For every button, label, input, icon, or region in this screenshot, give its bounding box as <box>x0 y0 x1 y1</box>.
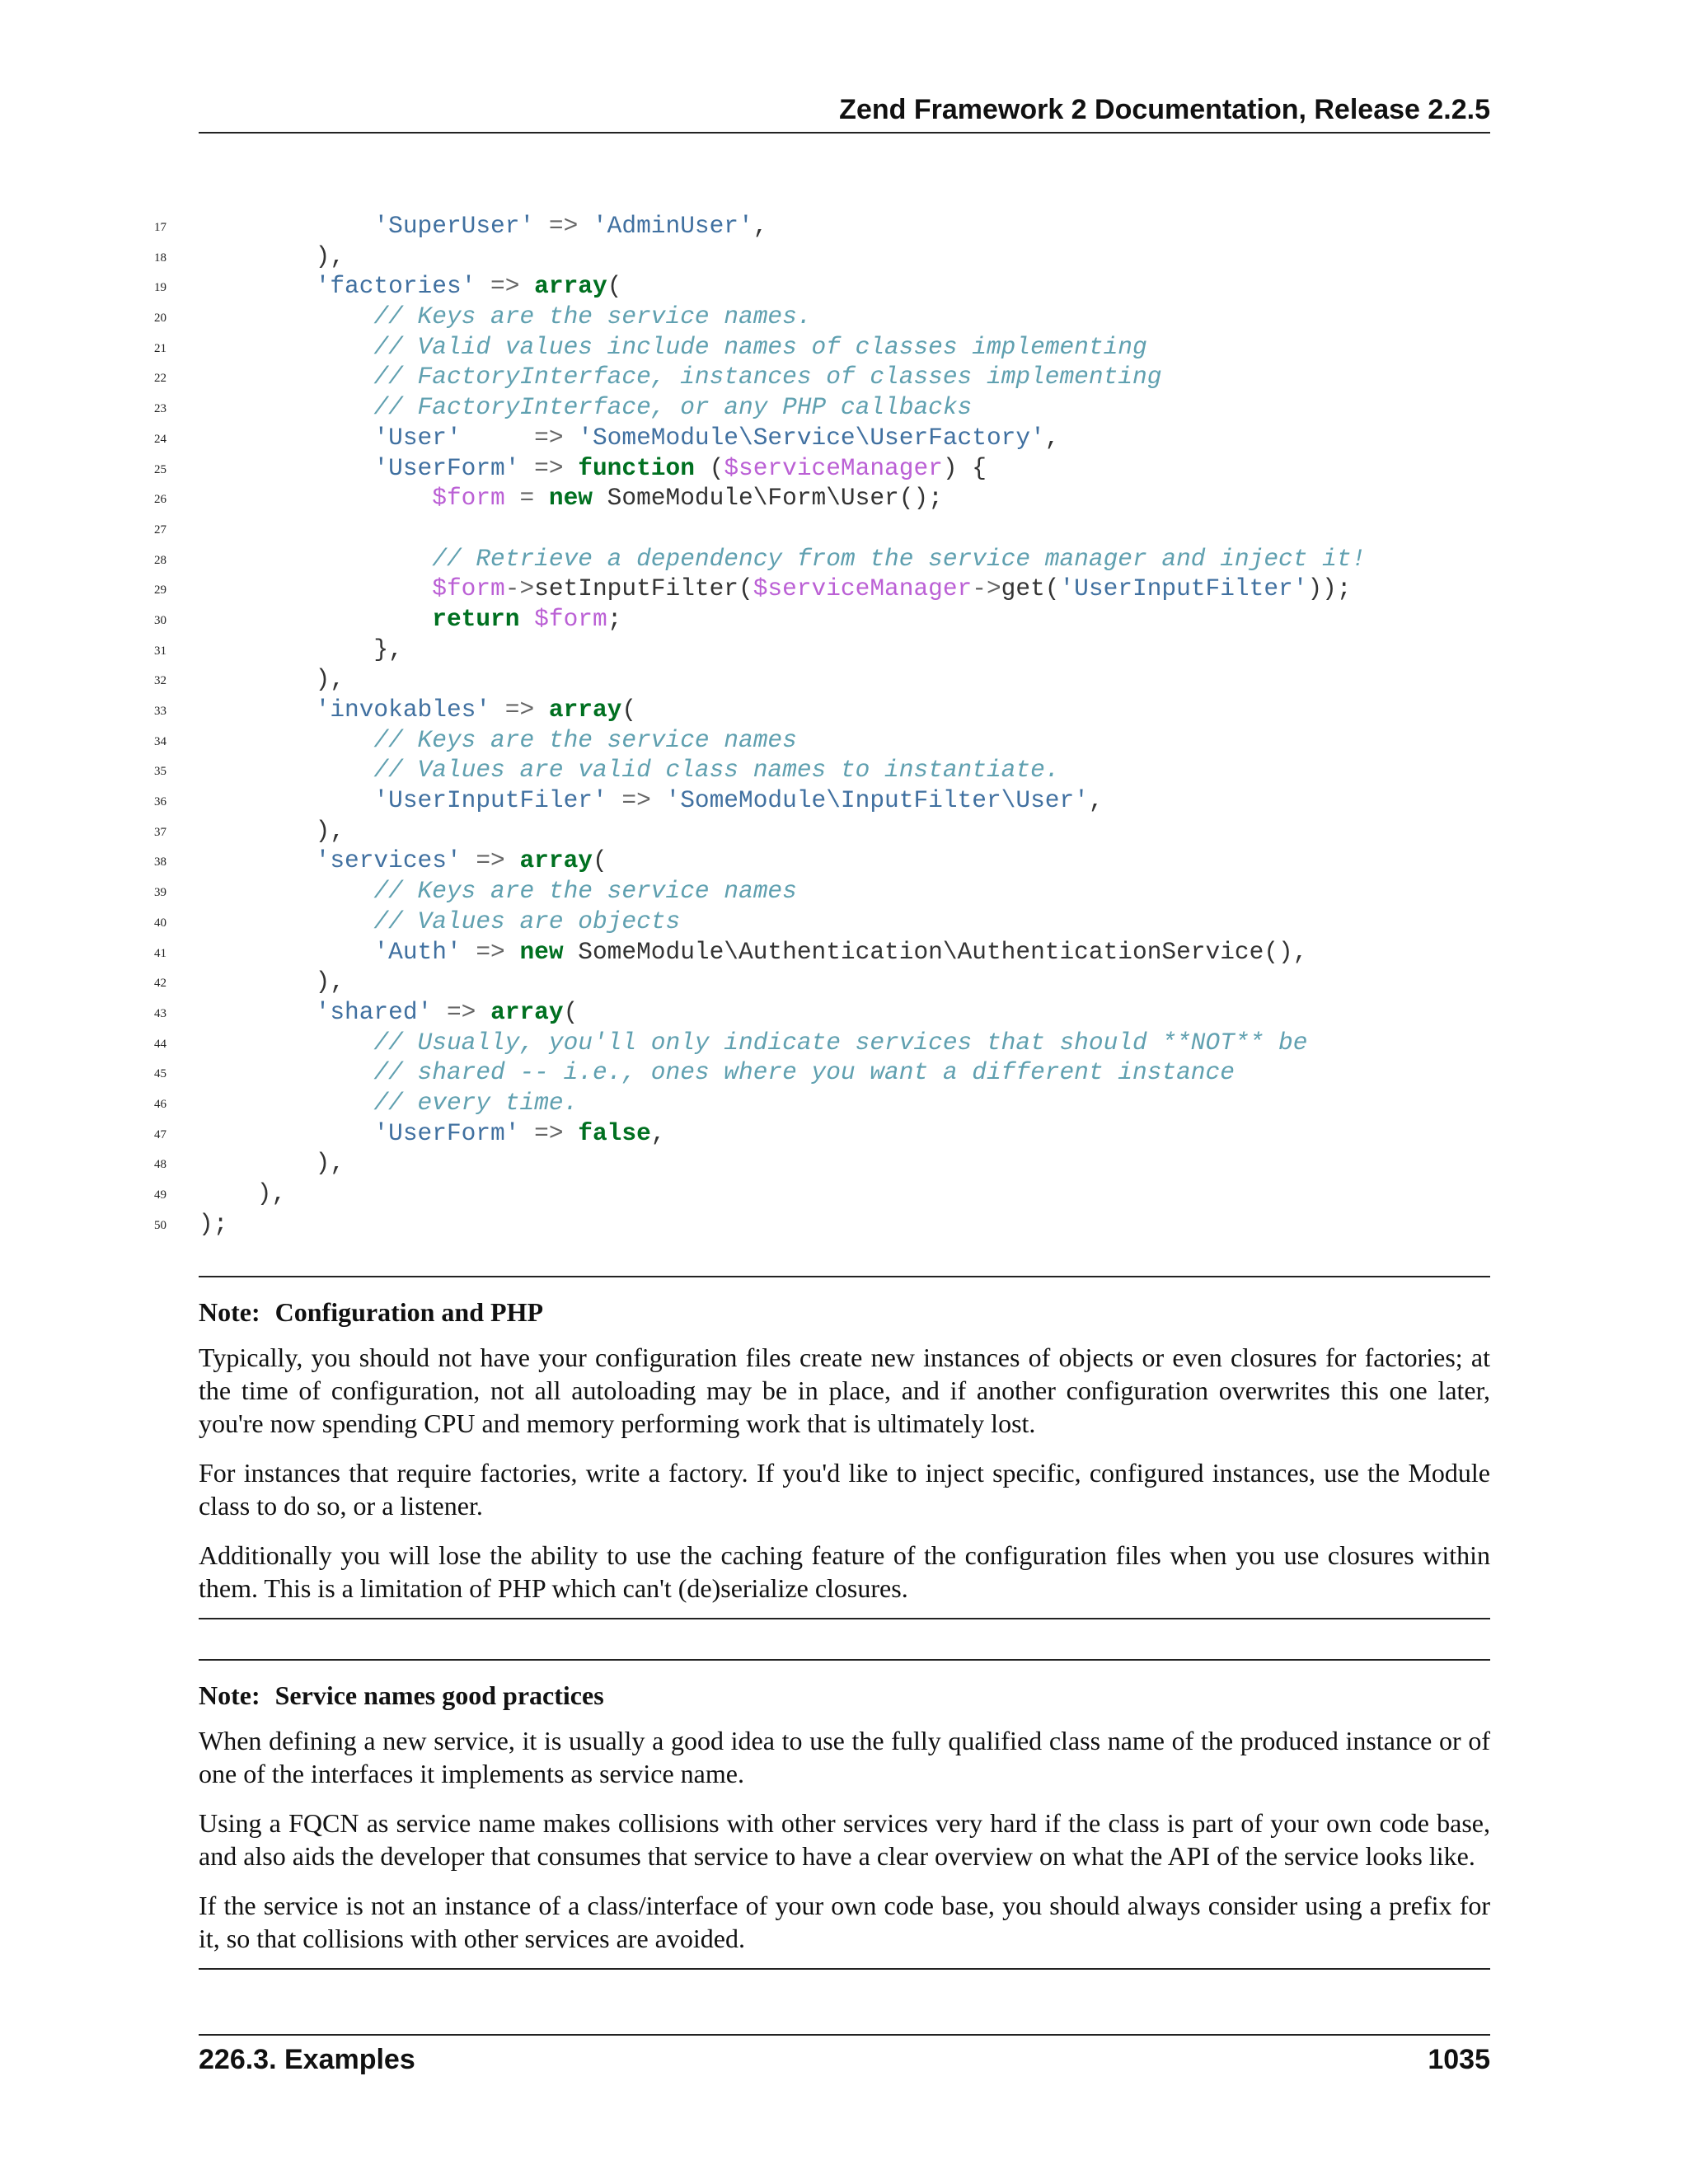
code-text <box>199 483 943 513</box>
code-token <box>199 302 373 330</box>
footer-section-title: 226.3. Examples <box>199 2044 415 2075</box>
code-line <box>0 846 1688 876</box>
line-number: 46 <box>154 1097 166 1111</box>
line-number: 23 <box>154 402 166 416</box>
code-text <box>199 1057 1235 1088</box>
code-token: , <box>650 1118 666 1147</box>
line-number: 42 <box>154 977 166 991</box>
code-token: => <box>607 786 666 815</box>
note-paragraph: If the service is not an instance of a class/interface of your own code base, you should always consider using a prefix for it, so that collisions with other services are avoided. <box>199 1891 1490 1953</box>
line-number: 30 <box>154 613 166 627</box>
code-token: }, <box>199 635 403 663</box>
code-text <box>199 332 1147 363</box>
code-token <box>199 333 373 361</box>
line-number: 39 <box>154 886 166 900</box>
page-footer <box>199 2034 1490 2085</box>
code-token: $serviceManager <box>724 453 943 482</box>
code-line <box>0 907 1688 937</box>
code-token <box>199 877 373 905</box>
code-token <box>199 786 373 814</box>
code-token <box>199 696 316 724</box>
code-text <box>199 362 1161 392</box>
line-number: 41 <box>154 946 166 960</box>
code-line <box>0 816 1688 846</box>
line-number: 26 <box>154 493 166 507</box>
code-line <box>0 513 1688 544</box>
code-token <box>199 1058 373 1086</box>
code-token: // Keys are the service names <box>373 725 797 754</box>
code-text <box>199 574 1352 604</box>
line-number: 24 <box>154 432 166 446</box>
code-text <box>199 423 1059 453</box>
line-number: 37 <box>154 825 166 839</box>
code-text <box>199 725 797 756</box>
code-line <box>0 453 1688 484</box>
note-title <box>199 1297 1490 1328</box>
code-text <box>199 695 636 725</box>
code-text <box>199 997 578 1028</box>
code-token: ( <box>621 696 637 724</box>
code-text <box>199 816 345 846</box>
code-text <box>199 241 345 272</box>
line-number: 35 <box>154 765 166 779</box>
code-line <box>0 755 1688 785</box>
code-text <box>199 271 621 302</box>
code-line <box>0 1148 1688 1179</box>
code-token: => <box>519 1118 579 1147</box>
code-token: get( <box>1001 574 1060 603</box>
note-prefix: Note: <box>199 1680 260 1710</box>
code-token: 'UserInputFilter' <box>1059 574 1308 603</box>
code-token: ), <box>199 816 345 845</box>
code-token: => <box>476 272 535 301</box>
code-text <box>199 876 797 907</box>
code-text <box>199 211 767 241</box>
code-token: 'UserInputFiler' <box>373 786 607 815</box>
line-number: 36 <box>154 795 166 809</box>
code-token <box>199 756 373 784</box>
code-text <box>199 635 403 665</box>
code-line <box>0 574 1688 604</box>
note-service-names-good-practices <box>199 1659 1490 1970</box>
code-line <box>0 785 1688 816</box>
code-token <box>199 1089 373 1117</box>
code-token: $form <box>432 484 505 513</box>
code-token: => <box>519 453 579 482</box>
note-heading: Service names good practices <box>274 1680 604 1710</box>
code-text <box>199 1209 227 1240</box>
code-block <box>0 211 1688 1239</box>
code-token: , <box>1088 786 1104 815</box>
code-token: // Retrieve a dependency from the service manager and inject it! <box>432 544 1367 573</box>
code-token: SomeModule\Authentication\AuthenticationService(), <box>563 937 1308 966</box>
code-token: SomeModule\Form\User(); <box>592 484 943 513</box>
code-text <box>199 1088 578 1118</box>
code-line <box>0 271 1688 302</box>
code-token: ), <box>199 968 345 996</box>
code-token: , <box>1044 423 1060 452</box>
code-line <box>0 695 1688 725</box>
code-line <box>0 1118 1688 1149</box>
note-paragraph: Typically, you should not have your configuration files create new instances of objects or even closures for factories; at the time of configuration, not all autoloading may be in place, and if another configuration overwrites this one later, you're now spending CPU and memory performing work that is ultimately lost. <box>199 1343 1490 1438</box>
code-token: 'services' <box>315 846 462 875</box>
code-token: new <box>519 937 564 966</box>
code-text <box>199 1118 666 1149</box>
code-token: ( <box>592 846 607 875</box>
code-token: ), <box>199 1179 287 1207</box>
line-number: 27 <box>154 523 166 537</box>
code-line <box>0 1057 1688 1088</box>
code-text <box>199 846 607 876</box>
code-text <box>199 392 972 423</box>
code-token: 'factories' <box>315 272 476 301</box>
code-token <box>199 846 316 874</box>
code-text <box>199 1179 286 1209</box>
line-number: 21 <box>154 341 166 355</box>
code-token <box>199 938 373 966</box>
code-token: , <box>753 212 768 240</box>
note-paragraph: When defining a new service, it is usually a good idea to use the fully qualified class name of the produced instance or of one of the interfaces it implements as service name. <box>199 1726 1490 1788</box>
code-line <box>0 362 1688 392</box>
code-token: )); <box>1307 574 1352 603</box>
code-token: ), <box>199 665 345 694</box>
page-header <box>199 91 1490 134</box>
code-token <box>199 393 373 421</box>
code-token: $form <box>432 574 505 603</box>
code-line <box>0 1088 1688 1118</box>
line-number: 49 <box>154 1188 166 1202</box>
code-token <box>199 1119 373 1147</box>
code-token <box>199 998 316 1026</box>
code-text <box>199 967 345 997</box>
code-token <box>199 907 373 935</box>
code-token: // Values are valid class names to instantiate. <box>373 756 1060 785</box>
code-token: 'User' <box>373 423 462 452</box>
line-number: 32 <box>154 674 166 688</box>
line-number: 34 <box>154 734 166 748</box>
code-line <box>0 332 1688 363</box>
code-line <box>0 423 1688 453</box>
code-token <box>199 212 373 240</box>
code-token: // Usually, you'll only indicate services that should **NOT** be <box>373 1028 1308 1057</box>
code-line <box>0 392 1688 423</box>
code-token: // Keys are the service names <box>373 877 797 906</box>
code-token: array <box>534 272 607 301</box>
line-number: 25 <box>154 462 166 476</box>
code-token: // Valid values include names of classes implementing <box>373 332 1147 361</box>
note-prefix: Note: <box>199 1297 260 1327</box>
code-text <box>199 937 1307 968</box>
code-text <box>199 1148 345 1179</box>
code-token: // Values are objects <box>373 907 681 935</box>
code-token: function <box>578 453 695 482</box>
code-line <box>0 997 1688 1028</box>
code-line <box>0 544 1688 574</box>
code-text <box>199 785 1104 816</box>
code-line <box>0 483 1688 513</box>
code-text <box>199 1028 1307 1058</box>
code-text <box>199 664 345 695</box>
code-token <box>199 454 373 482</box>
code-token: 'SomeModule\Service\UserFactory' <box>578 423 1045 452</box>
code-token: ), <box>199 241 345 270</box>
code-line <box>0 725 1688 756</box>
code-token: 'UserForm' <box>373 453 520 482</box>
code-token: // FactoryInterface, instances of classes implementing <box>373 363 1162 391</box>
code-token: => <box>490 696 549 724</box>
code-token: false <box>578 1118 651 1147</box>
line-number: 22 <box>154 372 166 386</box>
code-token: ( <box>607 272 622 301</box>
code-token <box>199 574 432 602</box>
line-number: 40 <box>154 916 166 930</box>
line-number: 31 <box>154 644 166 658</box>
code-line <box>0 1209 1688 1240</box>
code-token: ( <box>694 453 724 482</box>
note-configuration-and-php <box>199 1276 1490 1619</box>
line-number: 29 <box>154 583 166 598</box>
code-token: ( <box>563 997 579 1026</box>
code-token: 'AdminUser' <box>592 212 753 240</box>
header-title: Zend Framework 2 Documentation, Release 2.2.5 <box>839 94 1490 125</box>
code-token <box>199 484 432 512</box>
line-number: 18 <box>154 251 166 265</box>
code-token: => <box>432 997 491 1026</box>
code-token <box>199 272 316 300</box>
code-token: ); <box>199 1209 228 1238</box>
line-number: 47 <box>154 1127 166 1141</box>
code-text <box>199 544 1366 574</box>
line-number: 19 <box>154 281 166 295</box>
code-line <box>0 302 1688 332</box>
code-token <box>199 605 432 633</box>
code-token: array <box>519 846 593 875</box>
note-heading: Configuration and PHP <box>274 1297 543 1327</box>
code-token <box>199 545 432 573</box>
code-token: ), <box>199 1149 345 1178</box>
note-paragraph: For instances that require factories, write a factory. If you'd like to inject specific, configured instances, use the Module class to do so, or a listener. <box>199 1458 1490 1521</box>
code-token: setInputFilter( <box>534 574 753 603</box>
note-title <box>199 1680 1490 1711</box>
code-token: => <box>534 212 593 240</box>
code-line <box>0 937 1688 968</box>
code-token: 'UserForm' <box>373 1118 520 1147</box>
code-token: new <box>548 484 593 513</box>
code-token: // FactoryInterface, or any PHP callbacks <box>373 393 973 422</box>
code-token: ) { <box>942 453 987 482</box>
line-number: 20 <box>154 312 166 326</box>
code-token: 'Auth' <box>373 937 462 966</box>
code-token: 'invokables' <box>315 696 491 724</box>
line-number: 28 <box>154 553 166 567</box>
code-token <box>519 605 534 633</box>
footer-page-number: 1035 <box>1428 2044 1490 2075</box>
code-line <box>0 1179 1688 1209</box>
code-token <box>199 1029 373 1057</box>
code-text <box>199 604 621 635</box>
code-line <box>0 241 1688 272</box>
code-line <box>0 635 1688 665</box>
note-paragraph: Additionally you will lose the ability to use the caching feature of the configuration files when you use closures within them. This is a limitation of PHP which can't (de)serialize closures. <box>199 1540 1490 1603</box>
code-token: = <box>504 484 549 513</box>
code-token: -> <box>504 574 535 603</box>
code-token: => <box>461 846 520 875</box>
code-line <box>0 967 1688 997</box>
line-number: 38 <box>154 855 166 869</box>
line-number: 48 <box>154 1158 166 1172</box>
code-line <box>0 664 1688 695</box>
note-paragraph: Using a FQCN as service name makes collisions with other services very hard if the class is part of your own code base, and also aids the developer that consumes that service to have a clear overview on what the API of the service looks like. <box>199 1808 1490 1871</box>
code-token <box>199 363 373 391</box>
code-token: 'shared' <box>315 997 433 1026</box>
code-token: ; <box>607 604 622 633</box>
code-token: // Keys are the service names. <box>373 302 812 331</box>
code-text <box>199 755 1059 785</box>
code-line <box>0 211 1688 241</box>
code-token <box>199 424 373 452</box>
line-number: 50 <box>154 1218 166 1232</box>
code-text <box>199 453 987 484</box>
code-token: // shared -- i.e., ones where you want a different instance <box>373 1058 1235 1087</box>
code-line <box>0 604 1688 635</box>
code-token: 'SomeModule\InputFilter\User' <box>665 786 1089 815</box>
code-line <box>0 1028 1688 1058</box>
code-token: $form <box>534 604 607 633</box>
code-token: $serviceManager <box>753 574 973 603</box>
code-text <box>199 907 680 937</box>
line-number: 43 <box>154 1006 166 1020</box>
code-token: => <box>461 937 520 966</box>
code-token <box>199 726 373 754</box>
line-number: 17 <box>154 221 166 234</box>
code-token: return <box>432 604 520 633</box>
code-text <box>199 302 812 332</box>
code-line <box>0 876 1688 907</box>
line-number: 33 <box>154 705 166 718</box>
code-token: array <box>548 696 622 724</box>
line-number: 45 <box>154 1067 166 1081</box>
code-token: => <box>461 423 579 452</box>
line-number: 44 <box>154 1037 166 1051</box>
code-token: 'SuperUser' <box>373 212 535 240</box>
code-token: array <box>490 997 564 1026</box>
code-token: -> <box>972 574 1001 603</box>
code-token: // every time. <box>373 1088 579 1117</box>
